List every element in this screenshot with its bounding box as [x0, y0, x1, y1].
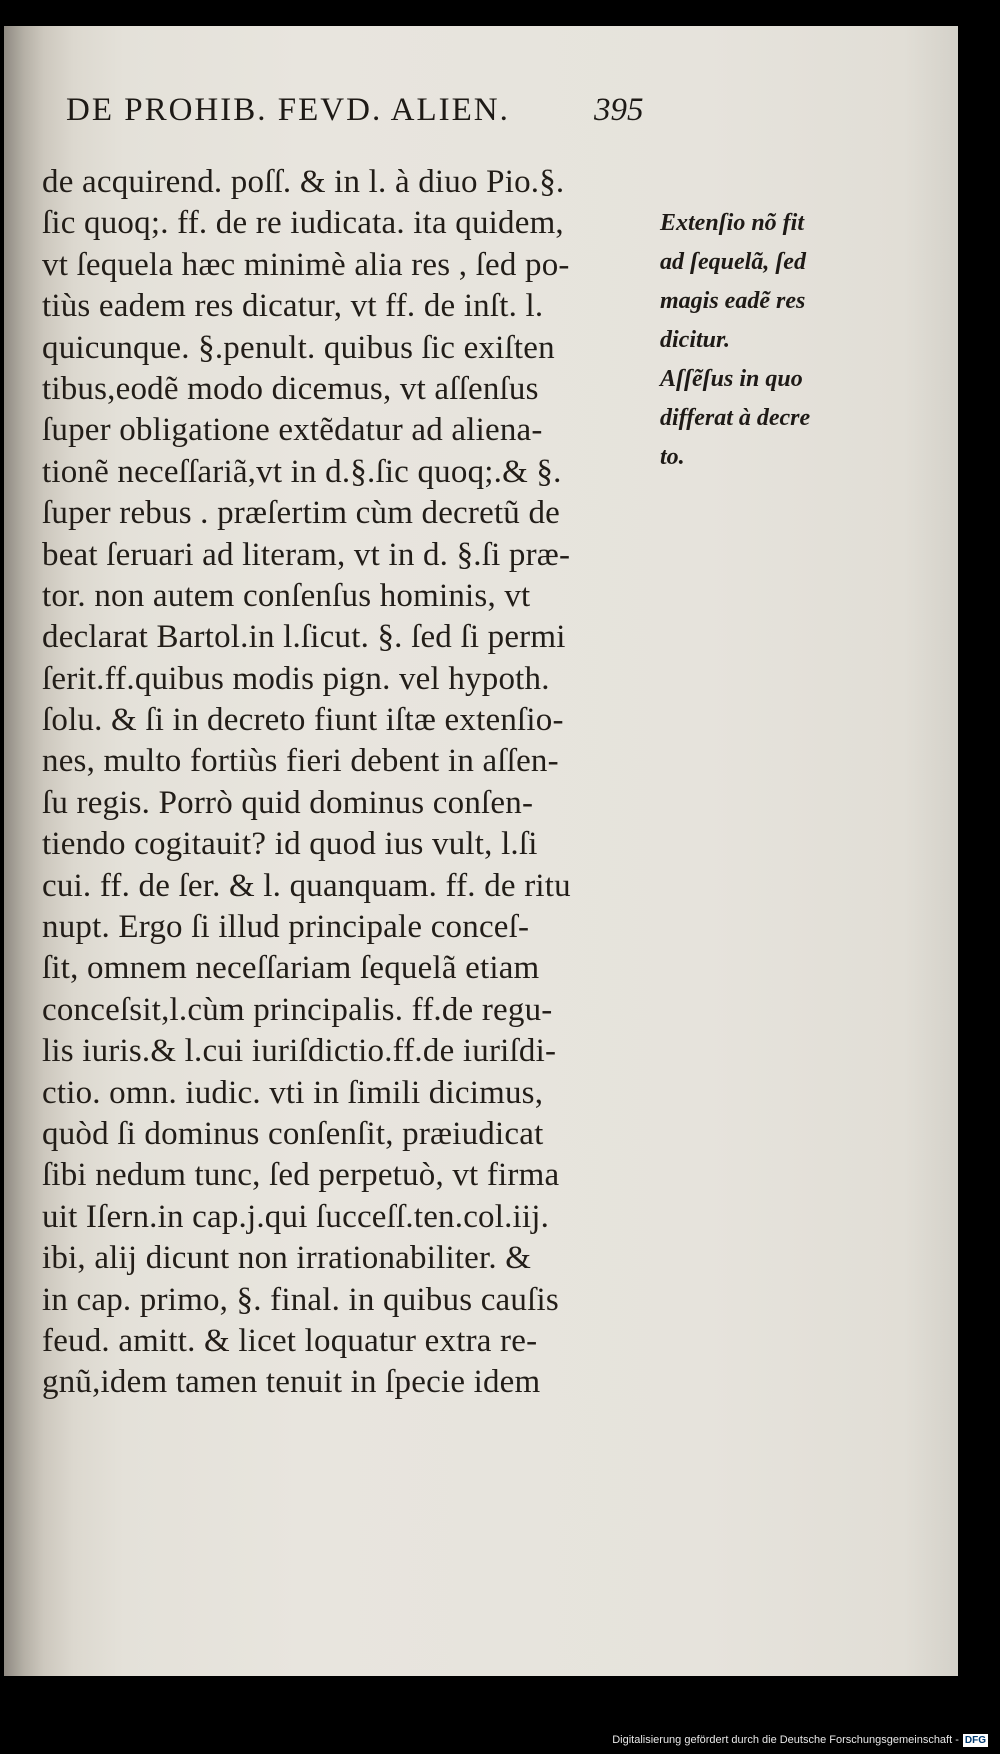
margin-note-line: Aſſẽſus in quo	[660, 366, 803, 392]
digitization-credit	[612, 1732, 988, 1748]
margin-note-line: ad ſequelã, ſed	[660, 249, 806, 275]
text-line: in cap. primo, §. final. in quibus cauſis	[42, 1281, 559, 1318]
text-line: conceſsit,l.cùm principalis. ff.de regu-	[42, 991, 553, 1028]
text-line: tor. non autem conſenſus hominis, vt	[42, 577, 531, 614]
text-line: ibi, alij dicunt non irrationabiliter. &	[42, 1240, 532, 1277]
text-line: tiùs eadem res dicatur, vt ff. de inſt. l.	[42, 288, 544, 325]
text-line: uit Iſern.in cap.j.qui ſucceſſ.ten.col.iij.	[42, 1198, 550, 1235]
text-line: declarat Bartol.in l.ſicut. §. ſed ſi permi	[42, 619, 566, 656]
text-line: de acquirend. poſſ. & in l. à diuo Pio.§.	[42, 164, 565, 200]
margin-note-line: magis eadẽ res	[660, 288, 806, 314]
text-line: lis iuris.& l.cui iuriſdictio.ff.de iuriſdi-	[42, 1033, 557, 1070]
text-line: gnũ,idem tamen tenuit in ſpecie idem	[42, 1364, 541, 1401]
text-line: vt ſequela hæc minimè alia res , ſed po-	[42, 246, 570, 283]
text-line: tiendo cogitauit? id quod ius vult, l.ſi	[42, 826, 538, 863]
text-line: cui. ff. de ſer. & l. quanquam. ff. de ritu	[42, 867, 571, 904]
book-page	[4, 26, 958, 1676]
page-number: 395	[594, 92, 644, 128]
text-line: quicunque. §.penult. quibus ſic exiſten	[42, 329, 555, 366]
text-line: nes, multo fortiùs fieri debent in aſſen-	[42, 743, 559, 780]
text-line: nupt. Ergo ſi illud principale conceſ-	[42, 909, 530, 946]
margin-notes	[660, 204, 860, 477]
margin-note-line: differat à decre	[660, 405, 811, 431]
margin-note-line: Extenſio nõ fit	[660, 210, 805, 236]
text-line: ſu regis. Porrò quid dominus conſen-	[42, 784, 534, 821]
margin-note-line: dicitur.	[660, 327, 731, 353]
text-line: ſuper rebus . præſertim cùm decretũ de	[42, 495, 561, 532]
text-line: beat ſeruari ad literam, vt in d. §.ſi præ-	[42, 536, 571, 573]
text-line: ſit, omnem neceſſariam ſequelã etiam	[42, 950, 540, 987]
text-line: feud. amitt. & licet loquatur extra re-	[42, 1322, 538, 1359]
text-line: ſibi nedum tunc, ſed perpetuò, vt firma	[42, 1157, 560, 1194]
text-line: tibus,eodẽ modo dicemus, vt aſſenſus	[42, 370, 539, 407]
dfg-logo: DFG	[964, 1734, 986, 1746]
text-line: tionẽ neceſſariã,vt in d.§.ſic quoq;.& §.	[42, 453, 562, 490]
text-line: ſerit.ff.quibus modis pign. vel hypoth.	[42, 660, 550, 697]
running-title: DE PROHIB. FEVD. ALIEN.	[66, 92, 510, 128]
text-line: ſic quoq;. ff. de re iudicata. ita quidem,	[42, 205, 564, 242]
running-head	[66, 92, 666, 142]
margin-note-line: to.	[660, 444, 685, 470]
body-text	[42, 162, 652, 1404]
text-line: ſuper obligatione extẽdatur ad aliena-	[42, 412, 543, 449]
text-line: ſolu. & ſi in decreto fiunt iſtæ extenſio-	[42, 702, 564, 739]
text-line: quòd ſi dominus conſenſit, præiudicat	[42, 1115, 544, 1152]
text-line: ctio. omn. iudic. vti in ſimili dicimus,	[42, 1074, 544, 1111]
credit-text: Digitalisierung gefördert durch die Deutsche Forschungsgemeinschaft -	[612, 1734, 959, 1746]
